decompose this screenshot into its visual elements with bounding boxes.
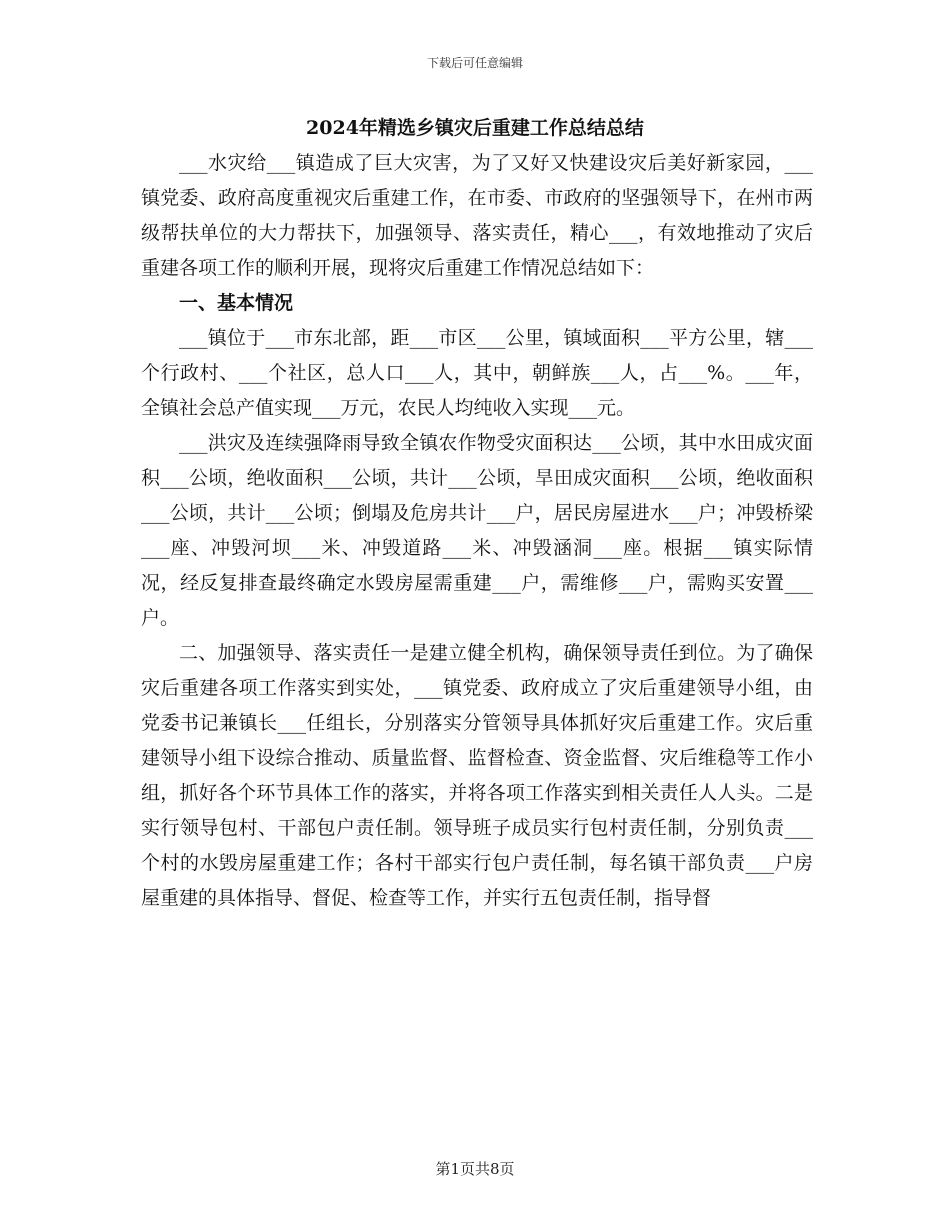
page-number: 第1页共8页 [435, 1160, 515, 1178]
document-body [141, 146, 813, 916]
section-heading-basic-situation: 一、基本情况 [179, 292, 294, 314]
intro-paragraph: ___水灾给___镇造成了巨大灾害，为了又好又快建设灾后美好新家园，___镇党委、政府高度重视灾后重建工作，在市委、市政府的坚强领导下，在州市两级帮扶单位的大力帮扶下，加强领导、落实责任，精心___，有效地推动了灾后重建各项工作的顺利开展，现将灾后重建工作情况总结如下： [141, 152, 813, 279]
document-title: 2024年精选乡镇灾后重建工作总结总结 [306, 117, 644, 139]
basic-situation-paragraph-2: ___洪灾及连续强降雨导致全镇农作物受灾面积达___公顷，其中水田成灾面积___公顷，绝收面积___公顷，共计___公顷，旱田成灾面积___公顷，绝收面积___公顷，共计___公顷；倒塌及危房共计___户，居民房屋进水___户；冲毁桥梁___座、冲毁河坝___米、冲毁道路___米、冲毁涵洞___座。根据___镇实际情况，经反复排查最终确定水毁房屋需重建___户，需维修___户，需购买安置___户。 [141, 432, 813, 629]
header-note: 下载后可任意编辑 [426, 56, 523, 70]
basic-situation-paragraph-1: ___镇位于___市东北部，距___市区___公里，镇域面积___平方公里，辖___个行政村、___个社区，总人口___人，其中，朝鲜族___人，占___%。___年，全镇社会总产值实现___万元，农民人均纯收入实现___元。 [141, 327, 813, 419]
leadership-paragraph: 二、加强领导、落实责任一是建立健全机构，确保领导责任到位。为了确保灾后重建各项工作落实到实处，___镇党委、政府成立了灾后重建领导小组，由党委书记兼镇长___任组长，分别落实分管领导具体抓好灾后重建工作。灾后重建领导小组下设综合推动、质量监督、监督检查、资金监督、灾后维稳等工作小组，抓好各个环节具体工作的落实，并将各项工作落实到相关责任人人头。二是实行领导包村、干部包户责任制。领导班子成员实行包村责任制，分别负责___个村的水毁房屋重建工作；各村干部实行包户责任制，每名镇干部负责___户房屋重建的具体指导、督促、检查等工作，并实行五包责任制，指导督 [141, 642, 813, 909]
